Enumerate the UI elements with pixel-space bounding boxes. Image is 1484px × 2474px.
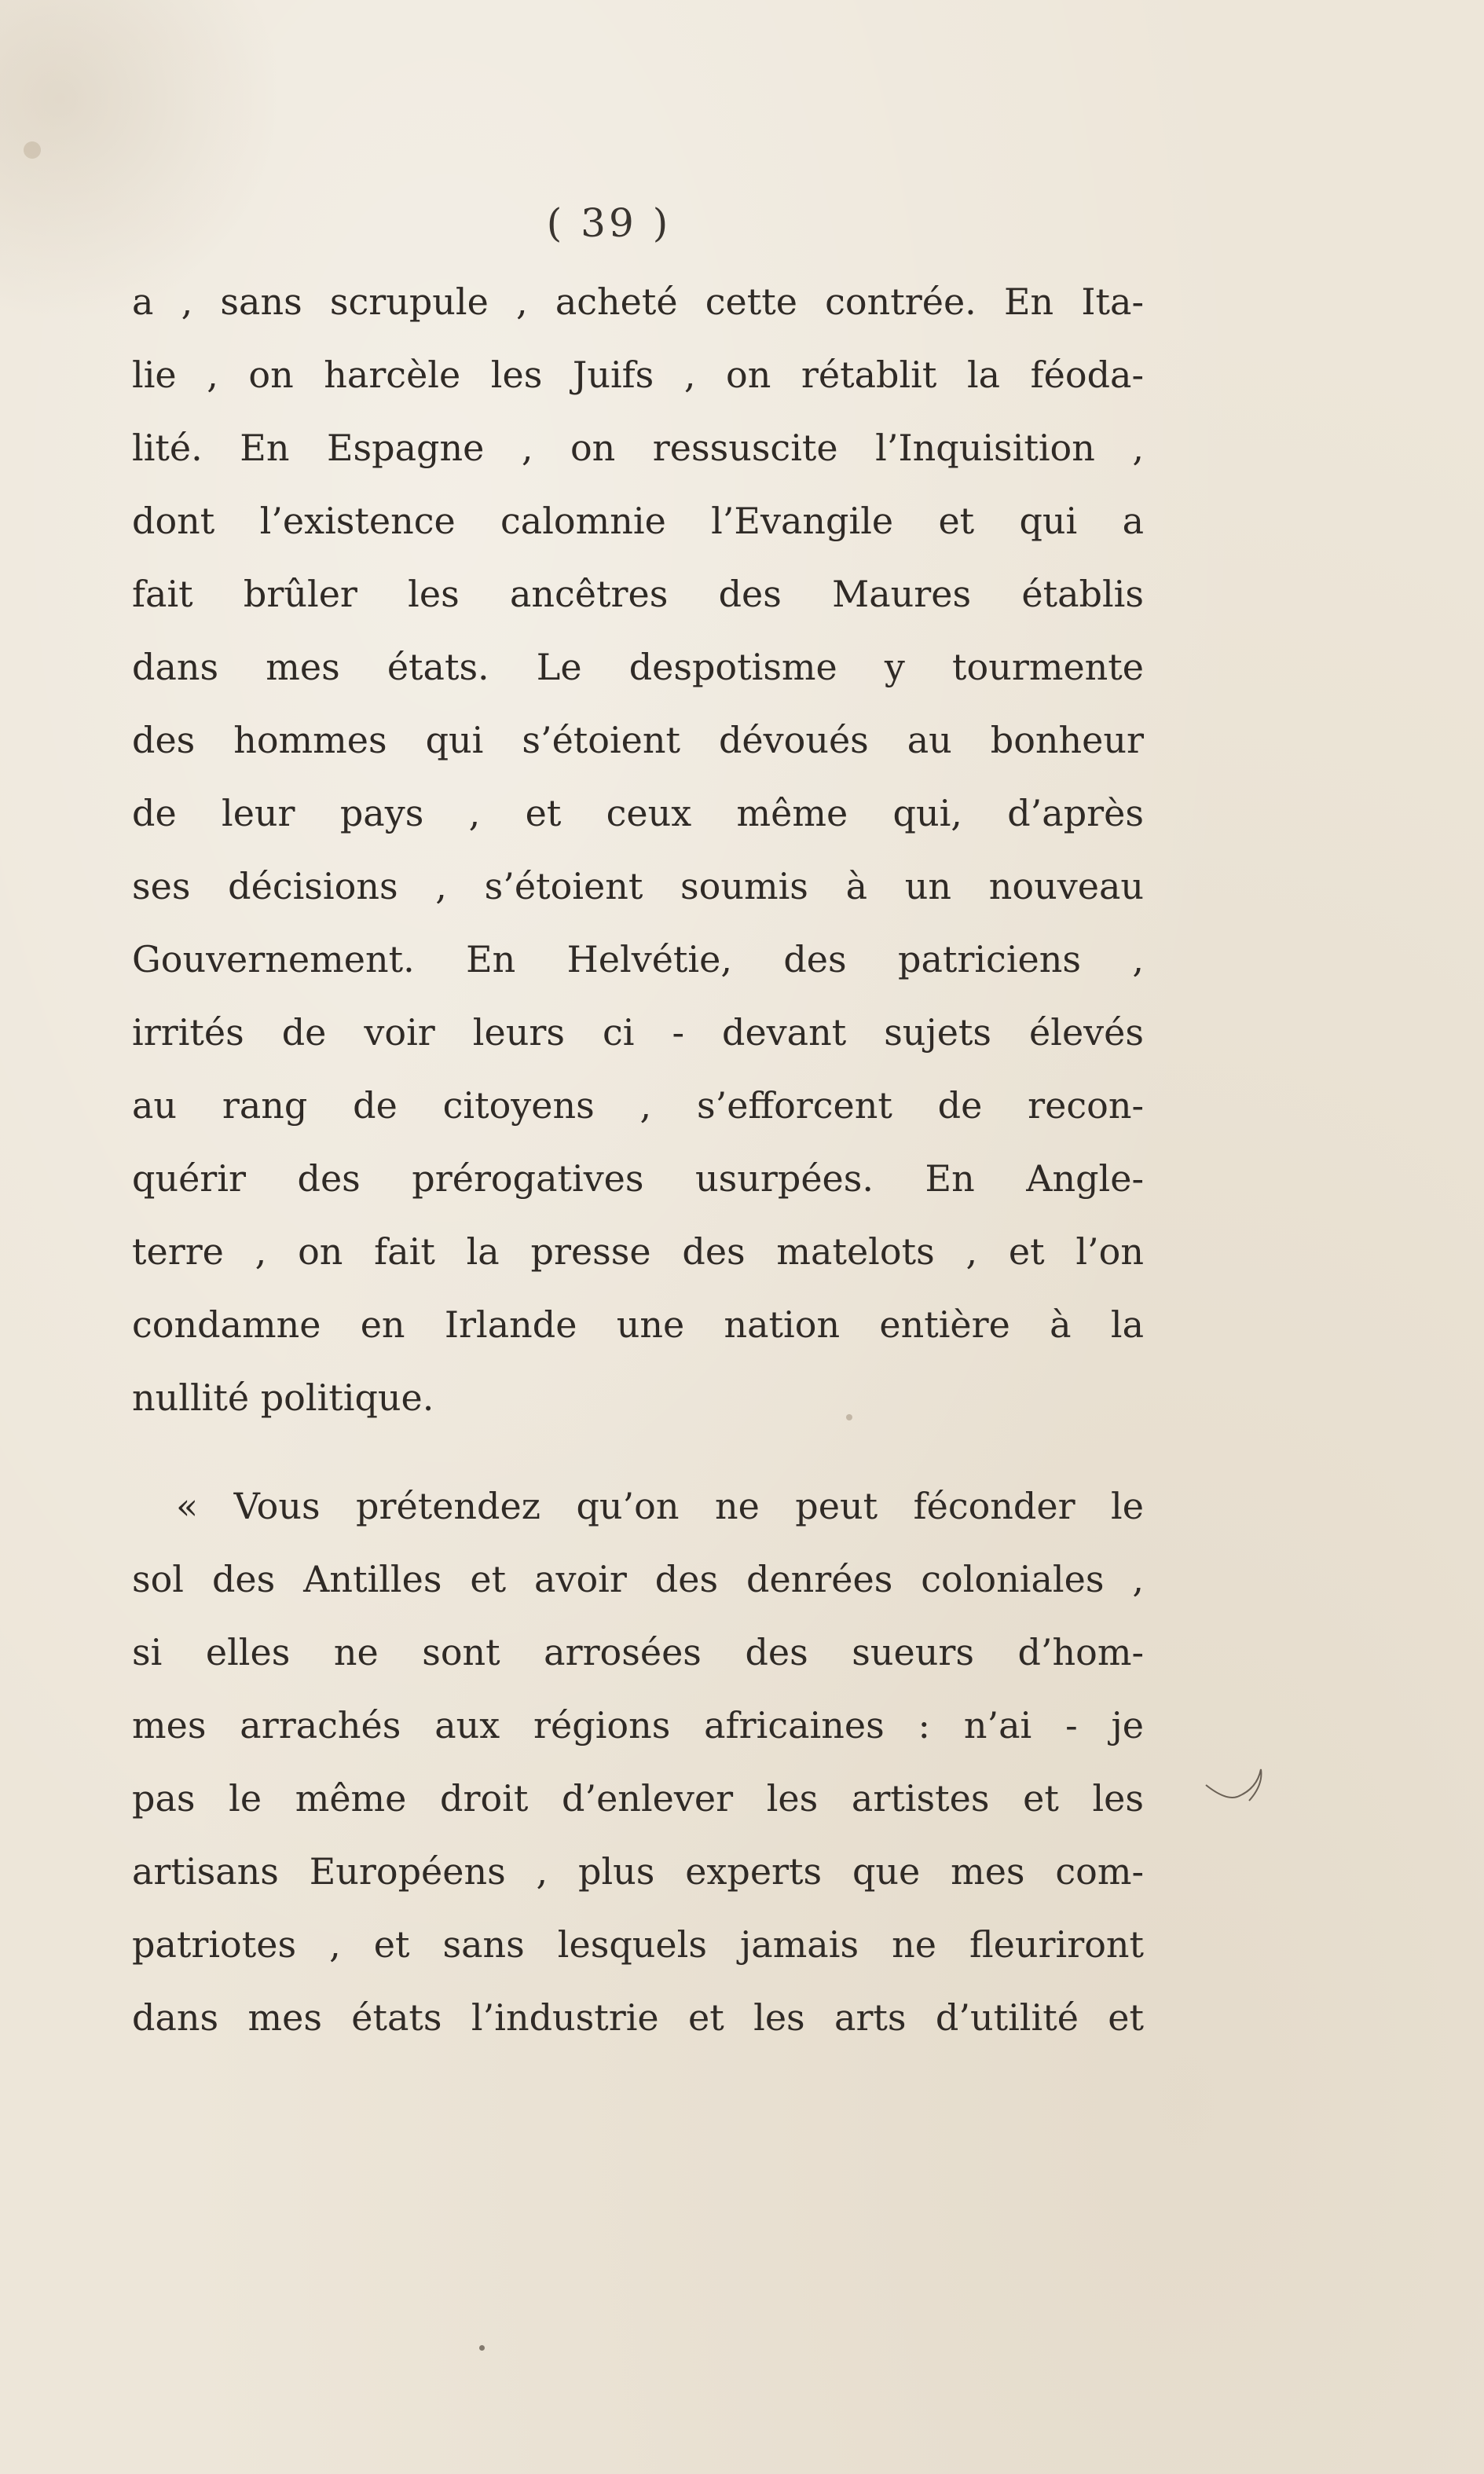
text-line: mes arrachés aux régions africaines : n’ai - je [132, 1704, 1144, 1746]
text-line: dans mes états l’industrie et les arts d’utilité et [132, 1996, 1144, 2039]
paper-speck [479, 2345, 485, 2351]
text-line: nullité politique. [132, 1376, 434, 1419]
page-number: ( 39 ) [546, 200, 672, 246]
text-line: « Vous prétendez qu’on ne peut féconder le [176, 1485, 1144, 1527]
text-line: artisans Européens , plus experts que mes com- [132, 1850, 1144, 1893]
text-line: pas le même droit d’enlever les artistes et les [132, 1777, 1144, 1820]
text-line: de leur pays , et ceux même qui, d’après [132, 792, 1144, 834]
text-line: patriotes , et sans lesquels jamais ne fleuriront [132, 1923, 1144, 1966]
text-line: si elles ne sont arrosées des sueurs d’hom- [132, 1631, 1144, 1673]
text-line: condamne en Irlande une nation entière à la [132, 1303, 1144, 1346]
text-line: quérir des prérogatives usurpées. En Angle- [132, 1157, 1144, 1200]
paragraph-gap [132, 1435, 1144, 1470]
text-line: sol des Antilles et avoir des denrées coloniales , [132, 1558, 1144, 1600]
text-line: irrités de voir leurs ci - devant sujets élevés [132, 1011, 1144, 1054]
text-line: des hommes qui s’étoient dévoués au bonheur [132, 719, 1144, 761]
paper-speck [846, 1414, 852, 1420]
text-line: au rang de citoyens , s’efforcent de recon- [132, 1084, 1144, 1127]
paper-speck [24, 141, 41, 159]
text-line: Gouvernement. En Helvétie, des patriciens , [132, 938, 1144, 980]
text-line: dans mes états. Le despotisme y tourmente [132, 646, 1144, 688]
text-line: a , sans scrupule , acheté cette contrée. En Ita- [132, 280, 1144, 323]
text-line: dont l’existence calomnie l’Evangile et qui a [132, 500, 1144, 542]
text-line: lité. En Espagne , on ressuscite l’Inquisition , [132, 427, 1144, 469]
text-line: ses décisions , s’étoient soumis à un nouveau [132, 865, 1144, 907]
text-line: fait brûler les ancêtres des Maures établis [132, 573, 1144, 615]
text-line: terre , on fait la presse des matelots , et l’on [132, 1230, 1144, 1273]
pencil-margin-mark [1202, 1754, 1273, 1832]
text-line: lie , on harcèle les Juifs , on rétablit la féoda- [132, 354, 1144, 396]
body-text [132, 266, 1144, 2054]
